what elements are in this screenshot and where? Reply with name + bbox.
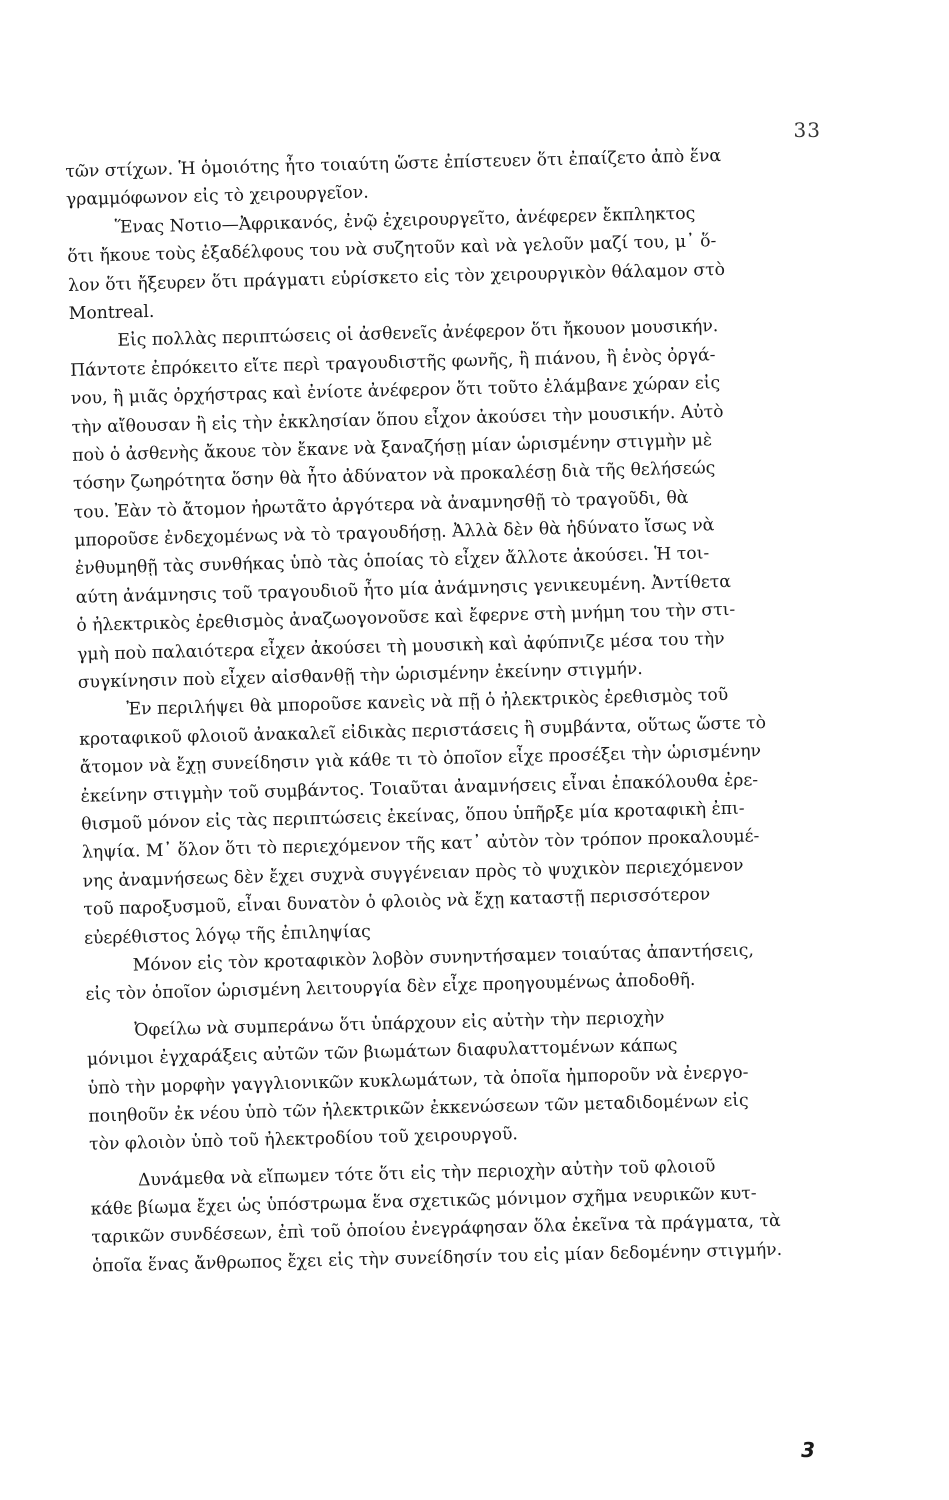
text-line: γμὴ ποὺ παλαιότερα εἶχεν ἀκούσει τὴ μουσικὴ καὶ ἀφύπνιζε μέσα του τὴν: [76, 628, 725, 665]
text-line: Εἰς πολλὰς περιπτώσεις οἱ ἀσθενεῖς ἀνέφερον ὅτι ἤκουον μουσικήν.: [117, 316, 719, 352]
text-line: κάθε βίωμα ἔχει ὡς ὑπόστρωμα ἕνα σχετικῶς μόνιμον σχῆμα νευρικῶν κυτ-: [90, 1183, 757, 1220]
text-line: τῶν στίχων. Ἡ ὁμοιότης ἦτο τοιαύτη ὥστε ἐπίστευεν ὅτι ἐπαίζετο ἀπὸ ἕνα: [65, 145, 722, 182]
text-line: μόνιμοι ἐγχαράξεις αὐτῶν τῶν βιωμάτων διαφυλαττομένων κάπως: [86, 1035, 678, 1070]
text-line: ποιηθοῦν ἐκ νέου ὑπὸ τῶν ἠλεκτρικῶν ἐκκενώσεων τῶν μεταδιδομένων εἰς: [88, 1090, 749, 1127]
text-line: Μόνον εἰς τὸν κροταφικὸν λοβὸν συνηντήσαμεν τοιαύτας ἀπαντήσεις,: [132, 940, 755, 976]
text-line: ἐνθυμηθῇ τὰς συνθήκας ὑπὸ τὰς ὁποίας τὸ εἶχεν ἄλλοτε ἀκούσει. Ἡ τοι-: [74, 543, 710, 580]
text-line: εὐερέθιστος λόγῳ τῆς ἐπιληψίας: [83, 921, 372, 949]
text-line: Ἐν περιλήψει θὰ μποροῦσε κανεὶς νὰ πῇ ὁ ἠλεκτρικὸς ἐρεθισμὸς τοῦ: [126, 685, 729, 721]
text-line: μποροῦσε ἐνδεχομένως νὰ τὸ τραγουδήσῃ. Ἀλλὰ δὲν θὰ ἠδύνατο ἴσως νὰ: [74, 515, 715, 551]
text-line: νου, ἢ μιᾶς ὀρχήστρας καὶ ἐνίοτε ἀνέφερον ὅτι τοῦτο ἐλάμβανε χώραν εἰς: [70, 373, 721, 410]
signature-mark: 3: [801, 1438, 815, 1462]
text-line: αύτη ἀνάμνησις τοῦ τραγουδιοῦ ἦτο μία ἀνάμνησις γενικευμένη. Ἀντίθετα: [75, 571, 732, 608]
text-line: τόσην ζωηρότητα ὅσην θὰ ἦτο ἀδύνατον νὰ προκαλέσῃ διὰ τῆς θελήσεώς: [72, 458, 716, 495]
text-line: ὁποῖα ἕνας ἄνθρωπος ἔχει εἰς τὴν συνείδησίν του εἰς μίαν δεδομένην στιγμήν.: [91, 1239, 783, 1277]
body-text: [65, 139, 854, 1281]
text-line: Ἕνας Νοτιο—Ἀφρικανός, ἐνῷ ἐχειρουργεῖτο, ἀνέφερεν ἔκπληκτος: [114, 203, 696, 238]
text-line: Δυνάμεθα νὰ εἴπωμεν τότε ὅτι εἰς τὴν περιοχὴν αὐτὴν τοῦ φλοιοῦ: [137, 1156, 716, 1191]
text-line: ὁ ἠλεκτρικὸς ἐρεθισμὸς ἀναζωογονοῦσε καὶ ἔφερνε στὴ μνήμη του τὴν στι-: [76, 600, 736, 637]
text-line: ποὺ ὁ ἀσθενὴς ἄκουε τὸν ἔκανε νὰ ξαναζήσῃ μίαν ὡρισμένην στιγμὴν μὲ: [72, 430, 713, 466]
text-line: κροταφικοῦ φλοιοῦ ἀνακαλεῖ εἰδικὰς περιστάσεις ἢ συμβάντα, οὕτως ὥστε τὸ: [78, 712, 767, 750]
text-line: τὴν αἴθουσαν ἢ εἰς τὴν ἐκκλησίαν ὅπου εἶχον ἀκούσει τὴν μουσικήν. Αὐτὸ: [71, 401, 724, 438]
text-line: γραμμόφωνον εἰς τὸ χειρουργεῖον.: [65, 182, 369, 211]
text-line: ἄτομον νὰ ἔχῃ συνείδησιν γιὰ κάθε τι τὸ ὁποῖον εἶχε προσέξει τὴν ὡρισμένην: [79, 741, 762, 779]
text-line: ταρικῶν συνδέσεων, ἐπὶ τοῦ ὁποίου ἐνεγράφησαν ὅλα ἐκεῖνα τὰ πράγματα, τὰ: [91, 1211, 781, 1249]
text-line: ὅτι ἤκουε τοὺς ἐξαδέλφους του νὰ συζητοῦν καὶ νὰ γελοῦν μαζί του, μ᾿ ὅ-: [67, 231, 717, 268]
text-line: ἐκείνην στιγμὴν τοῦ συμβάντος. Τοιαῦται ἀναμνήσεις εἶναι ἐπακόλουθα ἐρε-: [80, 769, 759, 807]
text-line: ληψία. Μ᾿ ὅλον ὅτι τὸ περιεχόμενον τῆς κατ᾿ αὐτὸν τὸν τρόπον προκαλουμέ-: [81, 826, 760, 864]
text-line: συγκίνησιν ποὺ εἶχεν αἰσθανθῇ τὴν ὡρισμένην ἐκείνην στιγμήν.: [77, 659, 643, 693]
text-line: τοῦ παροξυσμοῦ, εἶναι δυνατὸν ὁ φλοιὸς νὰ ἔχῃ καταστῇ περισσότερον: [83, 884, 711, 920]
text-line: ὑπὸ τὴν μορφὴν γαγγλιονικῶν κυκλωμάτων, τὰ ὁποῖα ἠμποροῦν νὰ ἐνεργο-: [87, 1062, 749, 1099]
text-line: θισμοῦ μόνον εἰς τὰς περιπτώσεις ἐκείνας, ὅπου ὑπῆρξε μία κροταφικὴ ἐπι-: [81, 798, 745, 835]
text-line: Πάντοτε ἐπρόκειτο εἴτε περὶ τραγουδιστῆς φωνῆς, ἢ πιάνου, ἢ ἑνὸς ὀργά-: [69, 344, 716, 381]
text-line: εἰς τὸν ὁποῖον ὡρισμένη λειτουργία δὲν εἶχε προηγουμένως ἀποδοθῆ.: [85, 970, 696, 1006]
text-line: νης ἀναμνήσεως δὲν ἔχει συχνὰ συγγένειαν πρὸς τὸ ψυχικὸν περιεχόμενον: [82, 855, 744, 892]
text-line: Ὀφείλω νὰ συμπεράνω ὅτι ὑπάρχουν εἰς αὐτὴν τὴν περιοχὴν: [134, 1007, 665, 1041]
text-line: λον ὅτι ἤξευρεν ὅτι πράγματι εὑρίσκετο εἰς τὸν χειρουργικὸν θάλαμον στὸ: [67, 259, 726, 296]
text-line: τὸν φλοιὸν ὑπὸ τοῦ ἠλεκτροδίου τοῦ χειρουργοῦ.: [88, 1124, 519, 1155]
text-line: Montreal.: [68, 301, 155, 324]
text-line: του. Ἐὰν τὸ ἄτομον ἠρωτᾶτο ἀργότερα νὰ ἀναμνησθῇ τὸ τραγοῦδι, θὰ: [73, 487, 689, 523]
page-number: 33: [793, 118, 821, 142]
